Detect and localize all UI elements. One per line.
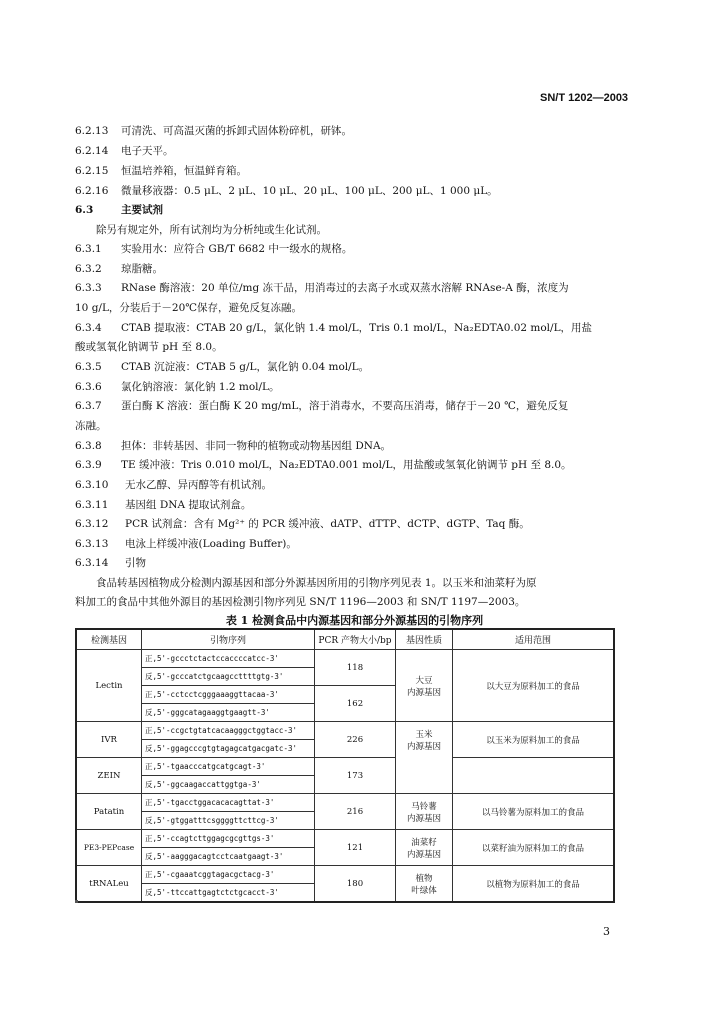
clause-6-3-1: 6.3.1 实验用水：应符合 GB/T 6682 中一级水的规格。 <box>75 243 353 255</box>
clause-6-3-11: 6.3.11 基因组 DNA 提取试剂盒。 <box>75 499 252 511</box>
table-caption: 表 1 检测食品中内源基因和部分外源基因的引物序列 <box>225 614 484 627</box>
clause-6-3-6: 6.3.6 氯化钠溶液：氯化钠 1.2 mol/L。 <box>75 381 280 393</box>
paragraph-line-1: 食品转基因植物成分检测内源基因和部分外源基因所用的引物序列见表 1。以玉米和油菜籽为原 <box>96 577 537 589</box>
primer-table <box>75 628 615 903</box>
scope-cell <box>453 758 615 794</box>
gene-cell: Lectin <box>76 650 142 722</box>
header-gene: 检测基因 <box>76 629 142 650</box>
gene-nature: 植物 叶绿体 <box>396 866 453 903</box>
clause-6-3-7-continued: 冻融。 <box>75 420 107 432</box>
clause-6-2-14: 6.2.14 电子天平。 <box>75 145 174 157</box>
header-pcr-size: PCR 产物大小/bp <box>315 629 396 650</box>
scope-cell: 以玉米为原料加工的食品 <box>453 722 615 758</box>
primer-reverse: 反,5'-ggagcccgtgtagagcatgacgatc-3' <box>142 740 315 758</box>
table-row <box>76 866 614 884</box>
standard-number: SN/T 1202—2003 <box>540 92 629 104</box>
scope-cell: 以马铃薯为原料加工的食品 <box>453 794 615 830</box>
intro-text: 除另有规定外，所有试剂均为分析纯或生化试剂。 <box>96 224 327 236</box>
pcr-size: 162 <box>315 686 396 722</box>
primer-forward: 正,5'-ccagtcttggagcgcgttgs-3' <box>142 830 315 848</box>
pcr-size: 216 <box>315 794 396 830</box>
gene-nature: 玉米 内源基因 <box>396 722 453 794</box>
primer-reverse: 反,5'-gtggatttcsggggttcttcg-3' <box>142 812 315 830</box>
primer-forward: 正,5'-cgaaatcggtagacgctacg-3' <box>142 866 315 884</box>
clause-6-3-13: 6.3.13 电泳上样缓冲液(Loading Buffer)。 <box>75 538 297 550</box>
header-scope: 适用范围 <box>453 629 615 650</box>
gene-nature: 油菜籽 内源基因 <box>396 830 453 866</box>
primer-reverse: 反,5'-ggcaagaccattggtga-3' <box>142 776 315 794</box>
scope-cell: 以大豆为原料加工的食品 <box>453 650 615 722</box>
gene-nature: 大豆 内源基因 <box>396 650 453 722</box>
clause-6-2-13: 6.2.13 可清洗、可高温灭菌的拆卸式固体粉碎机，研钵。 <box>75 125 352 137</box>
clause-6-3-3-continued: 10 g/L，分装后于－20℃保存，避免反复冻融。 <box>75 302 303 314</box>
pcr-size: 118 <box>315 650 396 686</box>
pcr-size: 226 <box>315 722 396 758</box>
primer-reverse: 反,5'-ttccattgagtctctgcacct-3' <box>142 884 315 903</box>
table-row <box>76 830 614 848</box>
gene-cell: Patatin <box>76 794 142 830</box>
primer-reverse: 反,5'-gggcatagaaggtgaagtt-3' <box>142 704 315 722</box>
scope-cell: 以植物为原料加工的食品 <box>453 866 615 903</box>
pcr-size: 173 <box>315 758 396 794</box>
clause-6-3-4-continued: 酸或氢氧化钠调节 pH 至 8.0。 <box>75 341 223 353</box>
clause-6-2-15: 6.2.15 恒温培养箱，恒温鲜育箱。 <box>75 165 247 177</box>
gene-cell: IVR <box>76 722 142 758</box>
gene-nature: 马铃薯 内源基因 <box>396 794 453 830</box>
pcr-size: 180 <box>315 866 396 903</box>
scope-cell: 以菜籽油为原料加工的食品 <box>453 830 615 866</box>
clause-6-3-14: 6.3.14 引物 <box>75 557 146 569</box>
gene-cell: tRNALeu <box>76 866 142 903</box>
header-sequence: 引物序列 <box>142 629 315 650</box>
header-gene-nature: 基因性质 <box>396 629 453 650</box>
clause-6-3-7: 6.3.7 蛋白酶 K 溶液：蛋白酶 K 20 mg/mL，溶于消毒水，不要高压消毒，储存于－20 ℃，避免反复 <box>75 400 569 412</box>
clause-6-3-5: 6.3.5 CTAB 沉淀液：CTAB 5 g/L，氯化钠 0.04 mol/L。 <box>75 361 370 373</box>
clause-6-3-4: 6.3.4 CTAB 提取液：CTAB 20 g/L，氯化钠 1.4 mol/L，Tris 0.1 mol/L，Na₂EDTA0.02 mol/L，用盐 <box>75 322 593 334</box>
pcr-size: 121 <box>315 830 396 866</box>
primer-forward: 正,5'-tgaacccatgcatgcagt-3' <box>142 758 315 776</box>
gene-cell: PE3-PEPcase <box>76 830 142 866</box>
section-heading-6-3: 6.3 主要试剂 <box>75 204 163 216</box>
primer-forward: 正,5'-tgacctggacacacagttat-3' <box>142 794 315 812</box>
table-row <box>76 758 614 776</box>
table-row <box>76 794 614 812</box>
paragraph-line-2: 料加工的食品中其他外源目的基因检测引物序列见 SN/T 1196—2003 和 SN/T 1197—2003。 <box>75 596 526 608</box>
primer-forward: 正,5'-ccgctgtatcacaagggctggtacc-3' <box>142 722 315 740</box>
gene-cell: ZEIN <box>76 758 142 794</box>
primer-reverse: 反,5'-aagggacagtcctcaatgaagt-3' <box>142 848 315 866</box>
clause-6-3-10: 6.3.10 无水乙醇、异丙醇等有机试剂。 <box>75 479 272 491</box>
clause-6-3-3: 6.3.3 RNase 酶溶液：20 单位/mg 冻干品，用消毒过的去离子水或双蒸水溶解 RNAse-A 酶，浓度为 <box>75 282 569 294</box>
clause-6-2-16: 6.2.16 微量移液器：0.5 μL、2 μL、10 μL、20 μL、100 μL、200 μL、1 000 μL。 <box>75 185 498 197</box>
primer-forward: 正,5'-cctcctcgggaaaggttacaa-3' <box>142 686 315 704</box>
clause-6-3-9: 6.3.9 TE 缓冲液：Tris 0.010 mol/L，Na₂EDTA0.001 mol/L，用盐酸或氢氧化钠调节 pH 至 8.0。 <box>75 459 572 471</box>
page-number: 3 <box>603 925 610 938</box>
primer-forward: 正,5'-gccctctactccaccccatcc-3' <box>142 650 315 668</box>
table-row <box>76 650 614 668</box>
table-row <box>76 722 614 740</box>
scan-mark <box>75 900 78 903</box>
clause-6-3-2: 6.3.2 琼脂糖。 <box>75 263 163 275</box>
clause-6-3-12: 6.3.12 PCR 试剂盒：含有 Mg²⁺ 的 PCR 缓冲液、dATP、dTTP、dCTP、dGTP、Taq 酶。 <box>75 518 530 530</box>
clause-6-3-8: 6.3.8 担体：非转基因、非同一物种的植物或动物基因组 DNA。 <box>75 440 392 452</box>
primer-reverse: 反,5'-gcccatctgcaagccttttgtg-3' <box>142 668 315 686</box>
